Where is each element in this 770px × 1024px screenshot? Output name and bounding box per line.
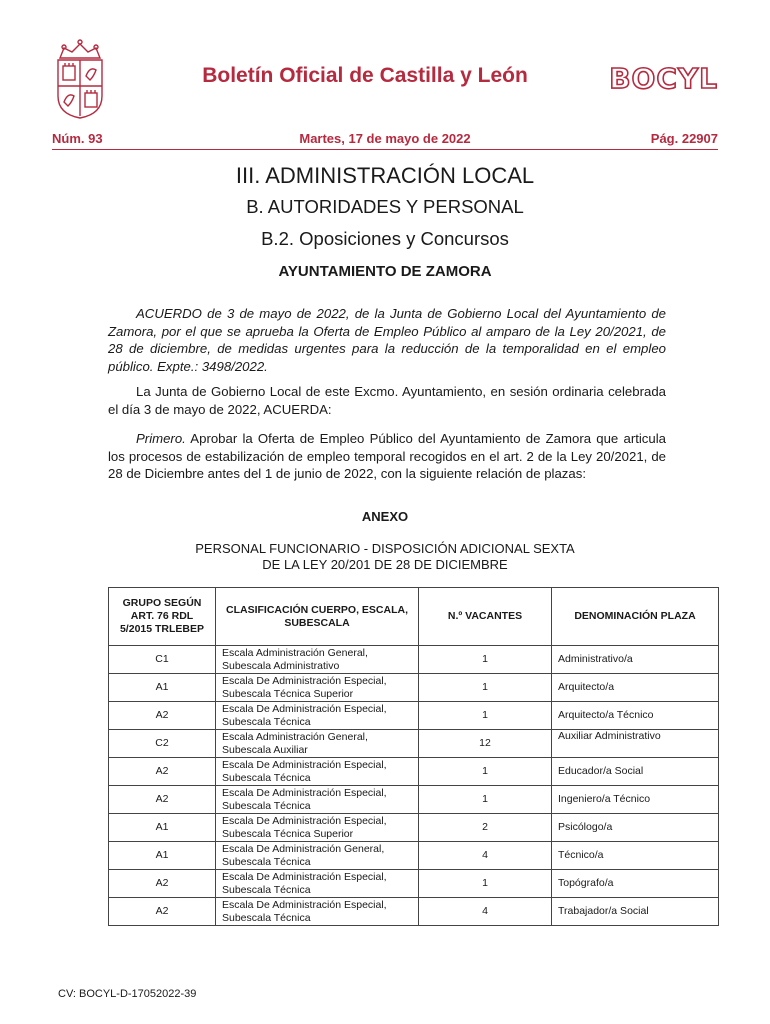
bulletin-title: Boletín Oficial de Castilla y León	[202, 64, 528, 87]
header-vacantes: N.º VACANTES	[419, 588, 552, 646]
cell-clasificacion: Escala De Administración Especial, Subescala Técnica	[216, 898, 419, 926]
primero-paragraph	[108, 430, 666, 483]
cell-vacantes: 1	[419, 758, 552, 786]
cell-grupo: A2	[109, 786, 216, 814]
issuer-heading: AYUNTAMIENTO DE ZAMORA	[278, 263, 492, 280]
cell-grupo: A1	[109, 842, 216, 870]
table-header-row	[109, 588, 719, 646]
cell-denominacion: Arquitecto/a Técnico	[552, 702, 719, 730]
cell-vacantes: 4	[419, 842, 552, 870]
cell-vacantes: 1	[419, 674, 552, 702]
cell-grupo: A1	[109, 674, 216, 702]
issue-meta-bar	[52, 131, 718, 150]
anexo-title: ANEXO	[361, 509, 409, 524]
cell-clasificacion: Escala De Administración Especial, Subescala Técnica	[216, 758, 419, 786]
bocyl-logo: BOCYL	[609, 62, 718, 95]
cell-vacantes: 4	[419, 898, 552, 926]
table-row	[109, 646, 719, 674]
table-row	[109, 814, 719, 842]
plazas-table	[108, 587, 719, 926]
table-row	[109, 674, 719, 702]
cell-grupo: C2	[109, 730, 216, 758]
cell-clasificacion: Escala De Administración Especial, Subescala Técnica Superior	[216, 814, 419, 842]
cell-denominacion: Psicólogo/a	[552, 814, 719, 842]
cell-vacantes: 2	[419, 814, 552, 842]
anexo-subtitle-line-1: PERSONAL FUNCIONARIO - DISPOSICIÓN ADICIONAL SEXTA	[195, 541, 575, 556]
table-row	[109, 758, 719, 786]
table-row	[109, 730, 719, 758]
cell-grupo: A2	[109, 758, 216, 786]
cell-denominacion: Arquitecto/a	[552, 674, 719, 702]
cell-grupo: A2	[109, 898, 216, 926]
header-clasificacion: CLASIFICACIÓN CUERPO, ESCALA, SUBESCALA	[216, 588, 419, 646]
cell-clasificacion: Escala De Administración Especial, Subescala Técnica	[216, 702, 419, 730]
table-row	[109, 842, 719, 870]
cell-denominacion: Trabajador/a Social	[552, 898, 719, 926]
junta-paragraph: La Junta de Gobierno Local de este Excmo. Ayuntamiento, en sesión ordinaria celebrada el día 3 de mayo de 2022, ACUERDA:	[108, 384, 666, 417]
issue-date: Martes, 17 de mayo de 2022	[299, 131, 471, 146]
cell-clasificacion: Escala De Administración Especial, Subescala Técnica Superior	[216, 674, 419, 702]
primero-label: Primero.	[136, 431, 186, 446]
cell-vacantes: 12	[419, 730, 552, 758]
cell-clasificacion: Escala Administración General, Subescala Auxiliar	[216, 730, 419, 758]
cell-clasificacion: Escala De Administración General, Subescala Técnica	[216, 842, 419, 870]
cell-vacantes: 1	[419, 870, 552, 898]
cell-grupo: C1	[109, 646, 216, 674]
cell-vacantes: 1	[419, 786, 552, 814]
issue-number: Núm. 93	[52, 131, 103, 146]
page-number: Pág. 22907	[650, 131, 718, 146]
anexo-subtitle	[0, 541, 770, 573]
cell-clasificacion: Escala De Administración Especial, Subescala Técnica	[216, 786, 419, 814]
cell-clasificacion: Escala De Administración Especial, Subescala Técnica	[216, 870, 419, 898]
cell-grupo: A2	[109, 870, 216, 898]
cell-grupo: A2	[109, 702, 216, 730]
cell-vacantes: 1	[419, 702, 552, 730]
cv-code: CV: BOCYL-D-17052022-39	[58, 988, 197, 1000]
header-denominacion: DENOMINACIÓN PLAZA	[552, 588, 719, 646]
anexo-subtitle-line-2: DE LA LEY 20/201 DE 28 DE DICIEMBRE	[262, 557, 508, 572]
cell-denominacion: Administrativo/a	[552, 646, 719, 674]
category-heading: B.2. Oposiciones y Concursos	[261, 228, 509, 249]
table-row	[109, 898, 719, 926]
subsection-heading: B. AUTORIDADES Y PERSONAL	[246, 196, 524, 217]
table-row	[109, 702, 719, 730]
acuerdo-summary: ACUERDO de 3 de mayo de 2022, de la Junta de Gobierno Local del Ayuntamiento de Zamora, por el que se aprueba la Oferta de Empleo Público al amparo de la Ley 20/2021, de 28 de diciembre, de medidas urgentes para la reducción de la temporalidad en el empleo público. Expte.: 3498/2022.	[108, 306, 666, 374]
table-row	[109, 786, 719, 814]
header-grupo: GRUPO SEGÚN ART. 76 RDL 5/2015 TRLEBEP	[109, 588, 216, 646]
cell-denominacion: Educador/a Social	[552, 758, 719, 786]
cell-vacantes: 1	[419, 646, 552, 674]
cell-denominacion: Ingeniero/a Técnico	[552, 786, 719, 814]
section-heading: III. ADMINISTRACIÓN LOCAL	[235, 163, 535, 188]
cell-clasificacion: Escala Administración General, Subescala Administrativo	[216, 646, 419, 674]
cell-denominacion: Auxiliar Administrativo	[552, 730, 719, 758]
cell-denominacion: Topógrafo/a	[552, 870, 719, 898]
cell-denominacion: Técnico/a	[552, 842, 719, 870]
primero-text: Aprobar la Oferta de Empleo Público del Ayuntamiento de Zamora que articula los procesos de estabilización de empleo temporal recogidos en el art. 2 de la Ley 20/2021, de 28 de Diciembre antes del 1 de junio de 2022, con la siguiente relación de plazas:	[108, 431, 666, 481]
table-row	[109, 870, 719, 898]
cell-grupo: A1	[109, 814, 216, 842]
